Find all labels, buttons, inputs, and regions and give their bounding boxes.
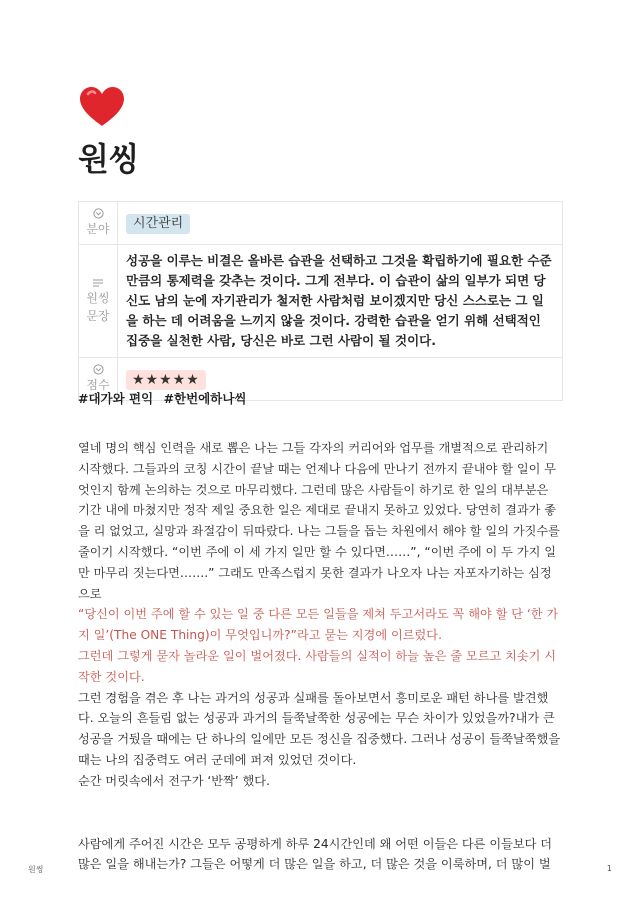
body-paragraph: 그런 경험을 겪은 후 나는 과거의 성공과 실패를 돌아보면서 흥미로운 패턴 하나를 발견했다. 오늘의 흔들림 없는 성공과 과거의 들쭉날쭉한 성공에는 무슨 차이가 있었을까?내가 큰 성공을 거뒀을 때에는 단 하나의 일에만 모든 정신을 집중했다. 그러나 성공이 들쭉날쭉했을 때는 나의 집중력도 여러 군데에 퍼져 있었던 것이다. (78, 690, 561, 767)
hashtag[interactable]: #대가와 편익 (78, 391, 154, 406)
page-number: 1 (606, 864, 612, 873)
property-value[interactable] (118, 202, 563, 245)
property-key (79, 245, 118, 358)
body-paragraph: 열네 명의 핵심 인력을 새로 뽑은 나는 그들 각자의 커리어와 업무를 개별적으로 관리하기 시작했다. 그들과의 코칭 시간이 끝날 때는 언제나 다음에 만나기 전까지 끝내야 할 일이 무엇인지 함께 논의하는 것으로 마무리했다. 그런데 많은 사람들이 하기로 한 일의 대부분은 기간 내에 마쳤지만 정작 제일 중요한 일은 제대로 끝내지 못하고 있었다. 당연히 결과가 좋을 리 없었고, 실망과 좌절감이 뒤따랐다. 나는 그들을 돕는 차원에서 해야 할 일의 가짓수를 줄이기 시작했다. “이번 주에 이 세 가지 일만 할 수 있다면……”, “이번 주에 이 두 가지 일만 마무리 짓는다면…….” 그래도 만족스럽지 못한 결과가 나오자 나는 자포자기하는 심정으로 “당신이 이번 주에 할 수 있는 일 중 다른 모든 일들을 제쳐 두고서라도 꼭 해야 할 단 ‘한 가지 일’(The ONE Thing)이 무엇입니까?”라고 묻는 지경에 이르렀다. (78, 441, 560, 643)
text-icon (92, 278, 104, 288)
hashtag[interactable]: #한번에하나씩 (163, 391, 247, 406)
select-icon (93, 364, 104, 375)
page-body (78, 438, 563, 875)
property-label: 원씽 문장 (86, 290, 110, 323)
footer-title: 원씽 (28, 865, 44, 874)
page-title: 원씽 (78, 140, 139, 178)
property-key (79, 202, 118, 245)
select-icon (93, 208, 104, 219)
highlight-red-paragraph: 그런데 그렇게 묻자 놀라운 일이 벌어졌다. 사람들의 실적이 하늘 높은 줄 모르고 치솟기 시작한 것이다. (78, 648, 557, 684)
property-label: 점수 (86, 378, 110, 392)
heart-icon (78, 86, 126, 128)
highlight-red-text: “당신이 이번 주에 할 수 있는 일 중 다른 모든 일들을 제쳐 두고서라도 꼭 해야 할 단 ‘한 가지 일’(The ONE Thing)이 무엇입니까?”라고 묻는 지경에 이르렀다. (78, 607, 559, 643)
body-paragraph: 사람에게 주어진 시간은 모두 공평하게 하루 24시간인데 왜 어떤 이들은 다른 이들보다 더 많은 일을 해내는가? 그들은 어떻게 더 많은 일을 하고, 더 많은 것을 이룩하며, 더 많이 벌 (78, 836, 553, 872)
property-row-sentence (79, 245, 563, 358)
category-tag[interactable]: 시간관리 (126, 214, 190, 234)
property-row-category (79, 202, 563, 245)
score-tag[interactable]: ★★★★★ (126, 370, 206, 390)
body-paragraph: 순간 머릿속에서 전구가 ‘반짝’ 했다. (78, 773, 270, 788)
hashtags (78, 389, 253, 407)
property-value[interactable] (118, 245, 563, 358)
onething-sentence: 성공을 이루는 비결은 올바른 습관을 선택하고 그것을 확립하기에 필요한 수준만큼의 통제력을 갖추는 것이다. 그게 전부다. 이 습관이 삶의 일부가 되면 당신도 남의 눈에 자기관리가 철저한 사람처럼 보이겠지만 당신 스스로는 그 일을 하는 데 어려움을 느끼지 않을 것이다. 강력한 습관을 얻기 위해 선택적인 집중을 실천한 사람, 당신은 바로 그런 사람이 될 것이다. (126, 253, 552, 348)
property-label: 분야 (86, 222, 110, 236)
properties-table (78, 201, 563, 401)
